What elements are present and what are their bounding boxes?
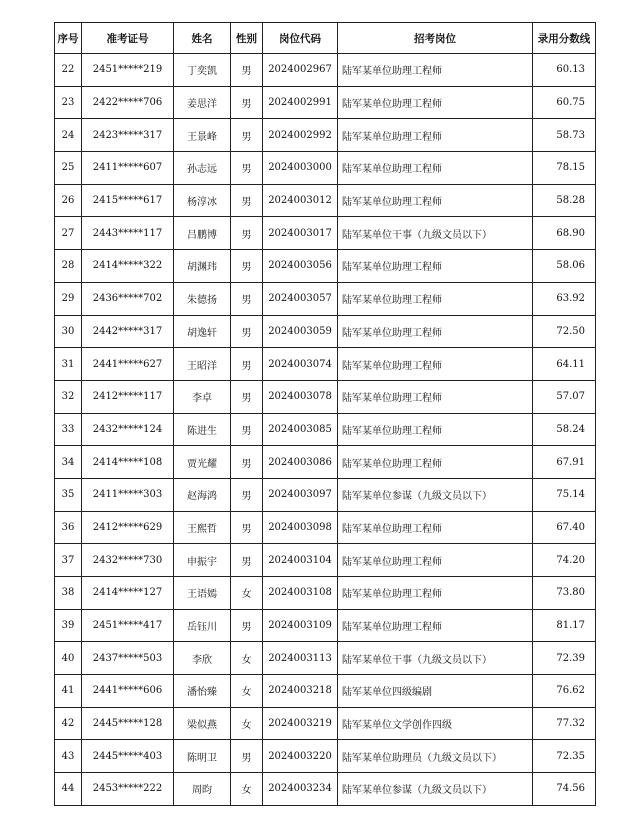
cell-score: 60.75 xyxy=(533,86,596,119)
table-row xyxy=(55,380,596,413)
header-row xyxy=(55,23,596,54)
cell-name: 姜思洋 xyxy=(174,86,231,119)
cell-position-code: 2024003074 xyxy=(263,348,338,381)
cell-position: 陆军某单位助理工程师 xyxy=(338,282,533,315)
cell-score: 58.06 xyxy=(533,250,596,283)
cell-gender: 男 xyxy=(231,250,263,283)
cell-score: 60.13 xyxy=(533,54,596,87)
cell-score: 67.40 xyxy=(533,511,596,544)
cell-name: 陈明卫 xyxy=(174,740,231,773)
cell-position: 陆军某单位四级编剧 xyxy=(338,675,533,708)
table-body xyxy=(55,54,596,806)
cell-position: 陆军某单位参谋（九级文员以下） xyxy=(338,478,533,511)
header-position-code: 岗位代码 xyxy=(263,23,338,54)
cell-exam-id: 2432*****124 xyxy=(82,413,174,446)
cell-position-code: 2024003219 xyxy=(263,707,338,740)
cell-score: 81.17 xyxy=(533,609,596,642)
cell-name: 李欣 xyxy=(174,642,231,675)
cell-index: 41 xyxy=(55,675,82,708)
table-row xyxy=(55,250,596,283)
cell-exam-id: 2451*****219 xyxy=(82,54,174,87)
cell-name: 王语嫣 xyxy=(174,577,231,610)
cell-position: 陆军某单位助理工程师 xyxy=(338,511,533,544)
cell-score: 78.15 xyxy=(533,152,596,185)
table-row xyxy=(55,446,596,479)
cell-name: 申振宇 xyxy=(174,544,231,577)
cell-gender: 女 xyxy=(231,707,263,740)
cell-score: 58.24 xyxy=(533,413,596,446)
cell-gender: 女 xyxy=(231,642,263,675)
cell-index: 25 xyxy=(55,152,82,185)
cell-score: 72.50 xyxy=(533,315,596,348)
admission-score-table xyxy=(54,22,596,806)
cell-score: 74.20 xyxy=(533,544,596,577)
cell-exam-id: 2451*****417 xyxy=(82,609,174,642)
cell-position-code: 2024003108 xyxy=(263,577,338,610)
cell-position-code: 2024002992 xyxy=(263,119,338,152)
cell-index: 31 xyxy=(55,348,82,381)
cell-position: 陆军某单位参谋（九级文员以下） xyxy=(338,773,533,806)
cell-position-code: 2024003057 xyxy=(263,282,338,315)
cell-position-code: 2024003104 xyxy=(263,544,338,577)
table-row xyxy=(55,282,596,315)
cell-exam-id: 2437*****503 xyxy=(82,642,174,675)
cell-index: 30 xyxy=(55,315,82,348)
cell-gender: 男 xyxy=(231,217,263,250)
cell-gender: 女 xyxy=(231,577,263,610)
cell-index: 43 xyxy=(55,740,82,773)
cell-position-code: 2024002991 xyxy=(263,86,338,119)
cell-position-code: 2024003017 xyxy=(263,217,338,250)
cell-score: 63.92 xyxy=(533,282,596,315)
cell-gender: 男 xyxy=(231,413,263,446)
table-row xyxy=(55,348,596,381)
cell-name: 李卓 xyxy=(174,380,231,413)
cell-gender: 男 xyxy=(231,184,263,217)
header-score: 录用分数线 xyxy=(533,23,596,54)
table-row xyxy=(55,773,596,806)
cell-exam-id: 2443*****117 xyxy=(82,217,174,250)
cell-index: 28 xyxy=(55,250,82,283)
table-row xyxy=(55,577,596,610)
cell-score: 72.39 xyxy=(533,642,596,675)
table-row xyxy=(55,152,596,185)
cell-position-code: 2024003012 xyxy=(263,184,338,217)
cell-score: 73.80 xyxy=(533,577,596,610)
cell-position: 陆军某单位助理工程师 xyxy=(338,348,533,381)
cell-index: 27 xyxy=(55,217,82,250)
cell-name: 胡渊玮 xyxy=(174,250,231,283)
cell-exam-id: 2411*****303 xyxy=(82,478,174,511)
cell-name: 丁奕凯 xyxy=(174,54,231,87)
header-exam-id: 准考证号 xyxy=(82,23,174,54)
cell-position-code: 2024003218 xyxy=(263,675,338,708)
cell-position: 陆军某单位助理工程师 xyxy=(338,86,533,119)
cell-gender: 男 xyxy=(231,152,263,185)
cell-gender: 男 xyxy=(231,544,263,577)
cell-position: 陆军某单位助理工程师 xyxy=(338,315,533,348)
cell-position-code: 2024003085 xyxy=(263,413,338,446)
cell-index: 36 xyxy=(55,511,82,544)
cell-score: 57.07 xyxy=(533,380,596,413)
cell-index: 22 xyxy=(55,54,82,87)
cell-exam-id: 2442*****317 xyxy=(82,315,174,348)
cell-position-code: 2024003109 xyxy=(263,609,338,642)
cell-exam-id: 2441*****606 xyxy=(82,675,174,708)
header-position: 招考岗位 xyxy=(338,23,533,54)
header-name: 姓名 xyxy=(174,23,231,54)
cell-position: 陆军某单位助理工程师 xyxy=(338,380,533,413)
cell-name: 孙志远 xyxy=(174,152,231,185)
cell-position: 陆军某单位助理工程师 xyxy=(338,184,533,217)
cell-exam-id: 2422*****706 xyxy=(82,86,174,119)
cell-gender: 男 xyxy=(231,740,263,773)
cell-position: 陆军某单位助理工程师 xyxy=(338,446,533,479)
cell-score: 77.32 xyxy=(533,707,596,740)
cell-index: 38 xyxy=(55,577,82,610)
cell-position-code: 2024003113 xyxy=(263,642,338,675)
cell-index: 29 xyxy=(55,282,82,315)
cell-position: 陆军某单位文学创作四级 xyxy=(338,707,533,740)
cell-exam-id: 2423*****317 xyxy=(82,119,174,152)
table-row xyxy=(55,544,596,577)
cell-index: 24 xyxy=(55,119,82,152)
cell-name: 梁似燕 xyxy=(174,707,231,740)
cell-name: 贾光耀 xyxy=(174,446,231,479)
table-row xyxy=(55,54,596,87)
cell-score: 58.73 xyxy=(533,119,596,152)
cell-name: 吕鹏博 xyxy=(174,217,231,250)
cell-exam-id: 2453*****222 xyxy=(82,773,174,806)
header-index: 序号 xyxy=(55,23,82,54)
cell-index: 39 xyxy=(55,609,82,642)
cell-gender: 男 xyxy=(231,348,263,381)
cell-gender: 男 xyxy=(231,315,263,348)
cell-gender: 男 xyxy=(231,511,263,544)
cell-exam-id: 2411*****607 xyxy=(82,152,174,185)
cell-position: 陆军某单位干事（九级文员以下） xyxy=(338,642,533,675)
cell-position: 陆军某单位助理工程师 xyxy=(338,544,533,577)
table-row xyxy=(55,511,596,544)
cell-position-code: 2024003086 xyxy=(263,446,338,479)
table-row xyxy=(55,217,596,250)
table-row xyxy=(55,413,596,446)
table-row xyxy=(55,86,596,119)
cell-position-code: 2024002967 xyxy=(263,54,338,87)
cell-exam-id: 2445*****403 xyxy=(82,740,174,773)
table-row xyxy=(55,184,596,217)
cell-name: 朱德扬 xyxy=(174,282,231,315)
cell-exam-id: 2436*****702 xyxy=(82,282,174,315)
cell-exam-id: 2445*****128 xyxy=(82,707,174,740)
cell-name: 潘怡臻 xyxy=(174,675,231,708)
table-row xyxy=(55,119,596,152)
cell-index: 26 xyxy=(55,184,82,217)
cell-position-code: 2024003097 xyxy=(263,478,338,511)
cell-position: 陆军某单位助理工程师 xyxy=(338,577,533,610)
cell-name: 王熙哲 xyxy=(174,511,231,544)
cell-position: 陆军某单位助理工程师 xyxy=(338,250,533,283)
cell-gender: 男 xyxy=(231,54,263,87)
cell-name: 陈进生 xyxy=(174,413,231,446)
cell-position: 陆军某单位助理工程师 xyxy=(338,609,533,642)
cell-exam-id: 2412*****629 xyxy=(82,511,174,544)
cell-exam-id: 2432*****730 xyxy=(82,544,174,577)
cell-index: 32 xyxy=(55,380,82,413)
table-row xyxy=(55,609,596,642)
table-row xyxy=(55,740,596,773)
cell-gender: 女 xyxy=(231,773,263,806)
cell-exam-id: 2412*****117 xyxy=(82,380,174,413)
cell-gender: 男 xyxy=(231,446,263,479)
cell-position: 陆军某单位助理工程师 xyxy=(338,119,533,152)
cell-index: 42 xyxy=(55,707,82,740)
cell-position: 陆军某单位干事（九级文员以下） xyxy=(338,217,533,250)
cell-position-code: 2024003234 xyxy=(263,773,338,806)
table-row xyxy=(55,315,596,348)
cell-gender: 男 xyxy=(231,119,263,152)
cell-position-code: 2024003078 xyxy=(263,380,338,413)
cell-score: 58.28 xyxy=(533,184,596,217)
cell-position-code: 2024003000 xyxy=(263,152,338,185)
cell-index: 35 xyxy=(55,478,82,511)
cell-name: 岳钰川 xyxy=(174,609,231,642)
cell-index: 37 xyxy=(55,544,82,577)
cell-name: 周昀 xyxy=(174,773,231,806)
cell-position-code: 2024003059 xyxy=(263,315,338,348)
cell-name: 王景峰 xyxy=(174,119,231,152)
cell-gender: 男 xyxy=(231,86,263,119)
cell-index: 40 xyxy=(55,642,82,675)
cell-gender: 男 xyxy=(231,478,263,511)
table-row xyxy=(55,675,596,708)
cell-exam-id: 2415*****617 xyxy=(82,184,174,217)
table-row xyxy=(55,478,596,511)
cell-name: 赵海鸿 xyxy=(174,478,231,511)
cell-exam-id: 2414*****108 xyxy=(82,446,174,479)
cell-index: 33 xyxy=(55,413,82,446)
cell-gender: 男 xyxy=(231,380,263,413)
cell-exam-id: 2414*****127 xyxy=(82,577,174,610)
cell-name: 胡逸轩 xyxy=(174,315,231,348)
cell-position: 陆军某单位助理工程师 xyxy=(338,152,533,185)
cell-gender: 男 xyxy=(231,609,263,642)
cell-name: 王昭洋 xyxy=(174,348,231,381)
cell-index: 44 xyxy=(55,773,82,806)
cell-position: 陆军某单位助理工程师 xyxy=(338,54,533,87)
cell-name: 杨淳冰 xyxy=(174,184,231,217)
cell-score: 67.91 xyxy=(533,446,596,479)
cell-index: 34 xyxy=(55,446,82,479)
table-row xyxy=(55,707,596,740)
cell-position-code: 2024003056 xyxy=(263,250,338,283)
cell-score: 74.56 xyxy=(533,773,596,806)
cell-position-code: 2024003220 xyxy=(263,740,338,773)
cell-score: 75.14 xyxy=(533,478,596,511)
table-row xyxy=(55,642,596,675)
cell-exam-id: 2414*****322 xyxy=(82,250,174,283)
cell-gender: 女 xyxy=(231,675,263,708)
cell-gender: 男 xyxy=(231,282,263,315)
header-gender: 性别 xyxy=(231,23,263,54)
cell-score: 64.11 xyxy=(533,348,596,381)
cell-position: 陆军某单位助理员（九级文员以下） xyxy=(338,740,533,773)
cell-score: 72.35 xyxy=(533,740,596,773)
cell-exam-id: 2441*****627 xyxy=(82,348,174,381)
cell-position: 陆军某单位助理工程师 xyxy=(338,413,533,446)
cell-index: 23 xyxy=(55,86,82,119)
cell-score: 76.62 xyxy=(533,675,596,708)
cell-score: 68.90 xyxy=(533,217,596,250)
cell-position-code: 2024003098 xyxy=(263,511,338,544)
